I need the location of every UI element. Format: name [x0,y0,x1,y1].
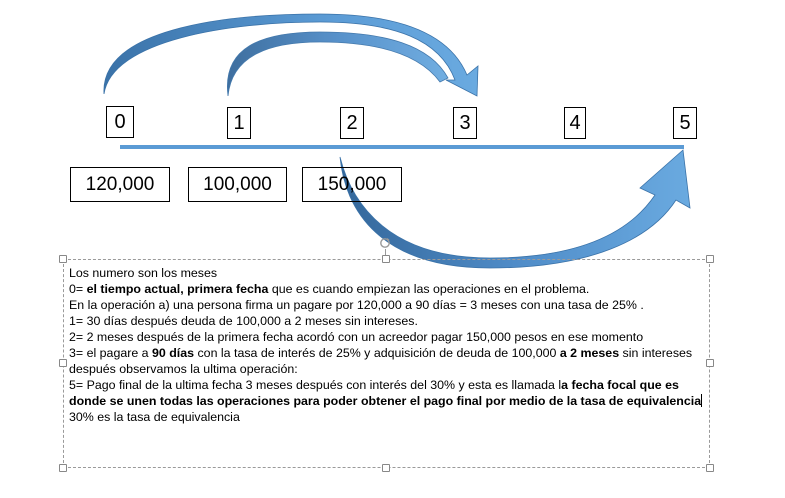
resize-handle-top[interactable] [382,255,390,263]
month-box-4: 4 [564,107,586,139]
amount-box-150000: 150,000 [302,167,402,202]
explanation-text[interactable] [69,265,709,425]
month-box-1: 1 [227,107,251,139]
arrow-1-to-3 [227,32,448,96]
text-line-4: 1= 30 días después deuda de 100,000 a 2 meses sin intereses. [69,314,418,328]
text-line-8: 5= Pago final de la ultima fecha 3 meses después con interés del 30% y esta es llamada la fecha focal que es [69,378,679,392]
amount-box-100000: 100,000 [188,167,287,202]
amount-box-120000: 120,000 [70,167,170,202]
text-line-1: Los numero son los meses [69,266,218,280]
month-box-5: 5 [673,107,697,139]
text-line-6: 3= el pagare a 90 días con la tasa de interés de 25% y adquisición de deuda de 100,000 a 2 meses sin intereses [69,346,693,360]
resize-handle-top-left[interactable] [59,255,67,263]
resize-handle-left[interactable] [59,359,67,367]
resize-handle-bottom[interactable] [382,464,390,472]
text-line-2: 0= el tiempo actual, primera fecha que es cuando empiezan las operaciones en el problema. [69,282,590,296]
text-caret [701,394,702,407]
month-box-0: 0 [106,106,134,138]
text-line-3: En la operación a) una persona firma un pagare por 120,000 a 90 días = 3 meses con una tasa de 25% . [69,298,644,312]
text-line-9: donde se unen todas las operaciones para poder obtener el pago final por medio de la tasa de equivalencia [69,394,702,408]
resize-handle-bottom-right[interactable] [706,464,714,472]
text-line-10: 30% es la tasa de equivalencia [69,410,240,424]
month-box-3: 3 [453,107,477,139]
month-box-2: 2 [340,107,364,139]
resize-handle-top-right[interactable] [706,255,714,263]
rotate-handle-icon[interactable] [379,237,391,249]
text-line-5: 2= 2 meses después de la primera fecha acordó con un acreedor pagar 150,000 pesos en ese momento [69,330,644,344]
timeline-line [120,145,684,149]
resize-handle-bottom-left[interactable] [59,464,67,472]
text-line-7: después observamos la ultima operación: [69,362,298,376]
